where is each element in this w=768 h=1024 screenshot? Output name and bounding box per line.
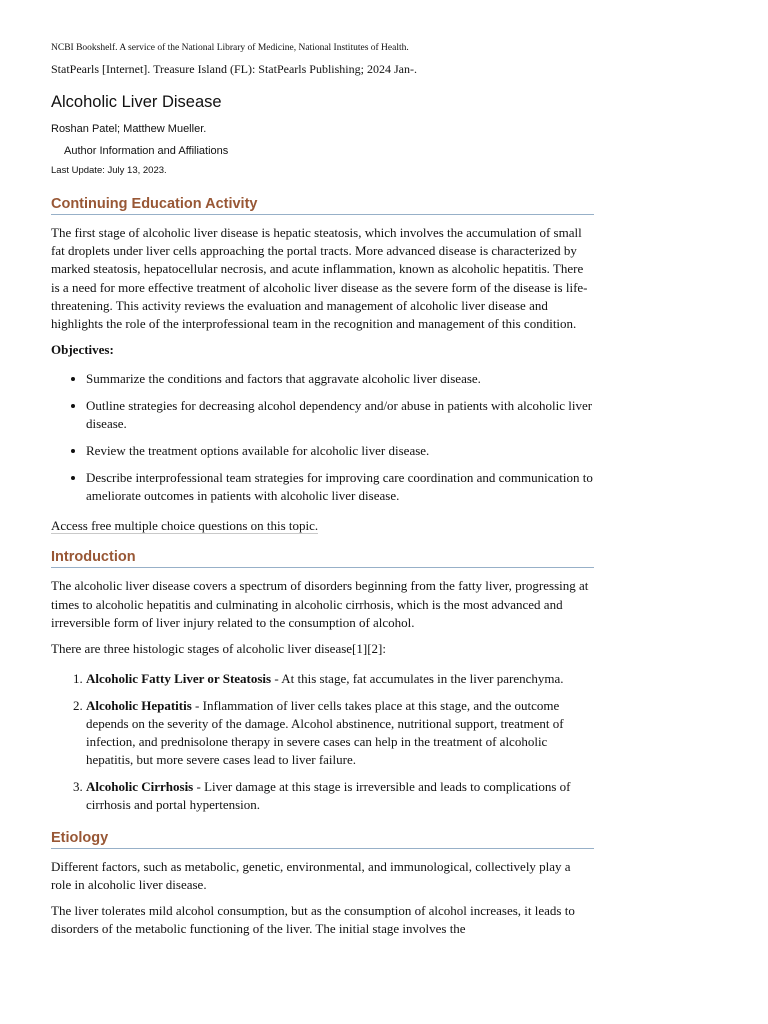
etiology-paragraph-1: Different factors, such as metabolic, genetic, environmental, and immunological, collectively play a role in alcoholic liver disease. (51, 858, 571, 892)
list-item (86, 778, 594, 814)
heading-continuing-education: Continuing Education Activity (51, 195, 594, 215)
intro-paragraph-2-text: There are three histologic stages of alcoholic liver disease (51, 640, 353, 656)
reference-link-1[interactable]: [1] (352, 640, 368, 656)
stage-term: Alcoholic Hepatitis (86, 697, 192, 713)
objectives-list (51, 370, 594, 505)
stage-description: - Inflammation of liver cells takes place at this stage, and the outcome depends on the severity of the damage. Alcohol abstinence, nutritional support, treatment of infection, and prednisolone therapy in severe cases can help in the treatment of alcoholic hepatitis, but more severe cases lead to liver failure. (86, 697, 564, 768)
list-item: • Review the treatment options available for alcoholic liver disease. (86, 442, 594, 460)
page-title: Alcoholic Liver Disease (51, 93, 222, 111)
bookshelf-banner: NCBI Bookshelf. A service of the National Library of Medicine, National Institutes of Health. (51, 43, 409, 53)
authors-line: Roshan Patel; Matthew Mueller. (51, 123, 207, 135)
last-update: Last Update: July 13, 2023. (51, 165, 167, 176)
list-item (86, 670, 594, 688)
etiology-paragraph-2: The liver tolerates mild alcohol consumption, but as the consumption of alcohol increases, it leads to disorders of the metabolic functioning of the liver. The initial stage involves the (51, 902, 575, 937)
intro-paragraph-2-end: : (382, 640, 387, 656)
objectives-label: Objectives: (51, 342, 114, 358)
intro-paragraph-2 (51, 640, 594, 658)
list-item: • Describe interprofessional team strategies for improving care coordination and communication to ameliorate outcomes in patients with alcoholic liver disease. (86, 469, 594, 505)
intro-paragraph-1: The alcoholic liver disease covers a spectrum of disorders beginning from the fatty liver, progressing at times to alcoholic hepatitis and culminating in alcoholic cirrhosis, which is the most advanced and irreversible form of liver injury related to the consumption of alcohol. (51, 578, 589, 630)
article-body (51, 195, 594, 946)
access-mcq-paragraph (51, 517, 594, 535)
reference-link-2[interactable]: [2] (367, 640, 383, 656)
author-affiliations-link[interactable]: Author Information and Affiliations (64, 145, 229, 157)
list-item (86, 697, 594, 770)
histologic-stages-list (51, 670, 594, 814)
access-mcq-link[interactable]: Access free multiple choice questions on this topic. (51, 518, 319, 534)
citation-line: StatPearls [Internet]. Treasure Island (FL): StatPearls Publishing; 2024 Jan-. (51, 62, 417, 76)
ce-paragraph: The first stage of alcoholic liver disease is hepatic steatosis, which involves the accumulation of small fat droplets under liver cells approaching the portal tracts. More advanced disease is characterized by marked steatosis, hepatocellular necrosis, and acute inflammation, known as alcoholic hepatitis. There is a need for more effective treatment of alcoholic liver disease as the severe form of the disease is life-threatening. This activity reviews the evaluation and management of alcoholic liver disease and highlights the role of the interprofessional team in the recognition and management of this condition. (51, 225, 588, 332)
list-item: • Summarize the conditions and factors that aggravate alcoholic liver disease. (86, 370, 594, 388)
stage-term: Alcoholic Fatty Liver or Steatosis (86, 671, 272, 687)
heading-introduction: Introduction (51, 548, 594, 568)
stage-term: Alcoholic Cirrhosis (86, 779, 194, 795)
list-item: • Outline strategies for decreasing alcohol dependency and/or abuse in patients with alcoholic liver disease. (86, 397, 594, 433)
stage-description: - At this stage, fat accumulates in the liver parenchyma. (271, 671, 564, 687)
stage-description: - Liver damage at this stage is irreversible and leads to complications of cirrhosis and portal hypertension. (86, 779, 571, 813)
heading-etiology: Etiology (51, 829, 594, 849)
